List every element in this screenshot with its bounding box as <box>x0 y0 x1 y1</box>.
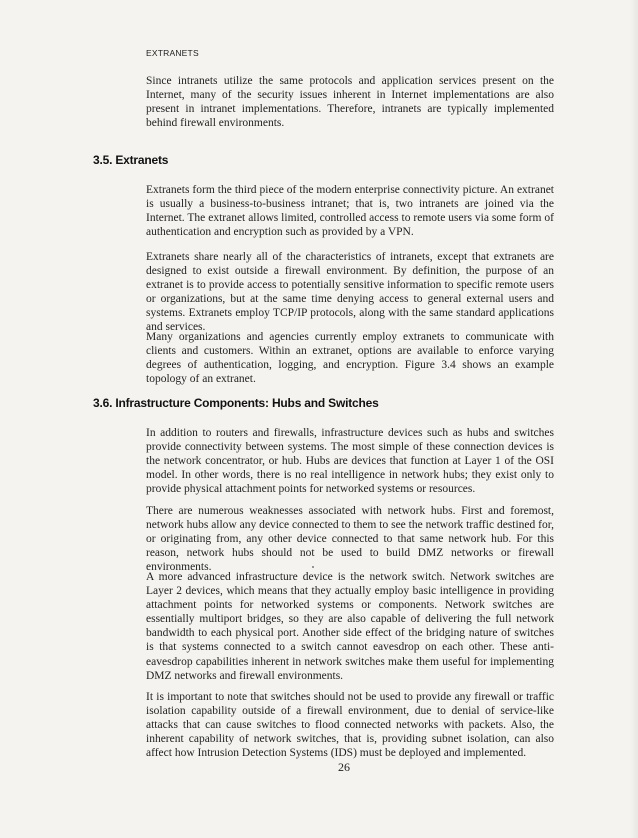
extranets-paragraph-3: Many organizations and agencies currently employ extranets to communicate with clients and customers. Within an extranet, options are available to enforce varying degrees of authentication, logging, and encryption. Figure 3.4 shows an example topology of an extranet. <box>146 331 554 386</box>
hubs-paragraph-1: In addition to routers and firewalls, infrastructure devices such as hubs and switches provide connectivity between systems. The most simple of these connection devices is the network concentrator, or hub. Hubs are devices that function at Layer 1 of the OSI model. In other words, there is no real intelligence in network hubs; they exist only to provide physical attachment points for networked systems or resources. <box>146 427 554 496</box>
section-heading-extranets: 3.5. Extranets <box>93 153 169 167</box>
extranets-paragraph-1: Extranets form the third piece of the modern enterprise connectivity picture. An extranet is usually a business-to-business intranet; that is, two intranets are joined via the Internet. The extranet allows limited, controlled access to remote users via some form of authentication and encryption such as provided by a VPN. <box>146 184 554 239</box>
intro-paragraph: Since intranets utilize the same protocols and application services present on the Internet, many of the security issues inherent in Internet implementations are also present in intranet implementations. Therefore, intranets are typically implemented behind firewall environments. <box>146 75 554 130</box>
page-number: 26 <box>338 760 350 774</box>
scan-speck <box>312 566 314 568</box>
hubs-paragraph-2: There are numerous weaknesses associated with network hubs. First and foremost, network hubs allow any device connected to them to see the network traffic destined for, or originating from, any other device connected to that same network hub. For this reason, network hubs should not be used to build DMZ networks or firewall environments. <box>146 505 554 574</box>
running-head: EXTRANETS <box>146 48 199 58</box>
page-edge-shadow <box>630 0 638 838</box>
switches-paragraph-2: It is important to note that switches should not be used to provide any firewall or traffic isolation capability outside of a firewall environment, due to denial of service-like attacks that can cause switches to flood connected networks with packets. Also, the inherent capability of network switches, that is, providing subnet isolation, can also affect how Intrusion Detection Systems (IDS) must be deployed and implemented. <box>146 691 554 760</box>
extranets-paragraph-2: Extranets share nearly all of the characteristics of intranets, except that extranets are designed to exist outside a firewall environment. By definition, the purpose of an extranet is to provide access to potentially sensitive information to specific remote users or organizations, but at the same time denying access to general external users and systems. Extranets employ TCP/IP protocols, along with the same standard applications and services. <box>146 251 554 334</box>
section-heading-hubs-switches: 3.6. Infrastructure Components: Hubs and Switches <box>93 396 379 410</box>
switches-paragraph-1: A more advanced infrastructure device is the network switch. Network switches are Layer 2 devices, which means that they actually employ basic intelligence in providing attachment points for networked systems or components. Network switches are essentially multiport bridges, so they are also capable of delivering the full network bandwidth to each physical port. Another side effect of the bridging nature of switches is that systems connected to a switch cannot eavesdrop on each other. These anti-eavesdrop capabilities inherent in network switches make them useful for implementing DMZ networks and firewall environments. <box>146 571 554 682</box>
